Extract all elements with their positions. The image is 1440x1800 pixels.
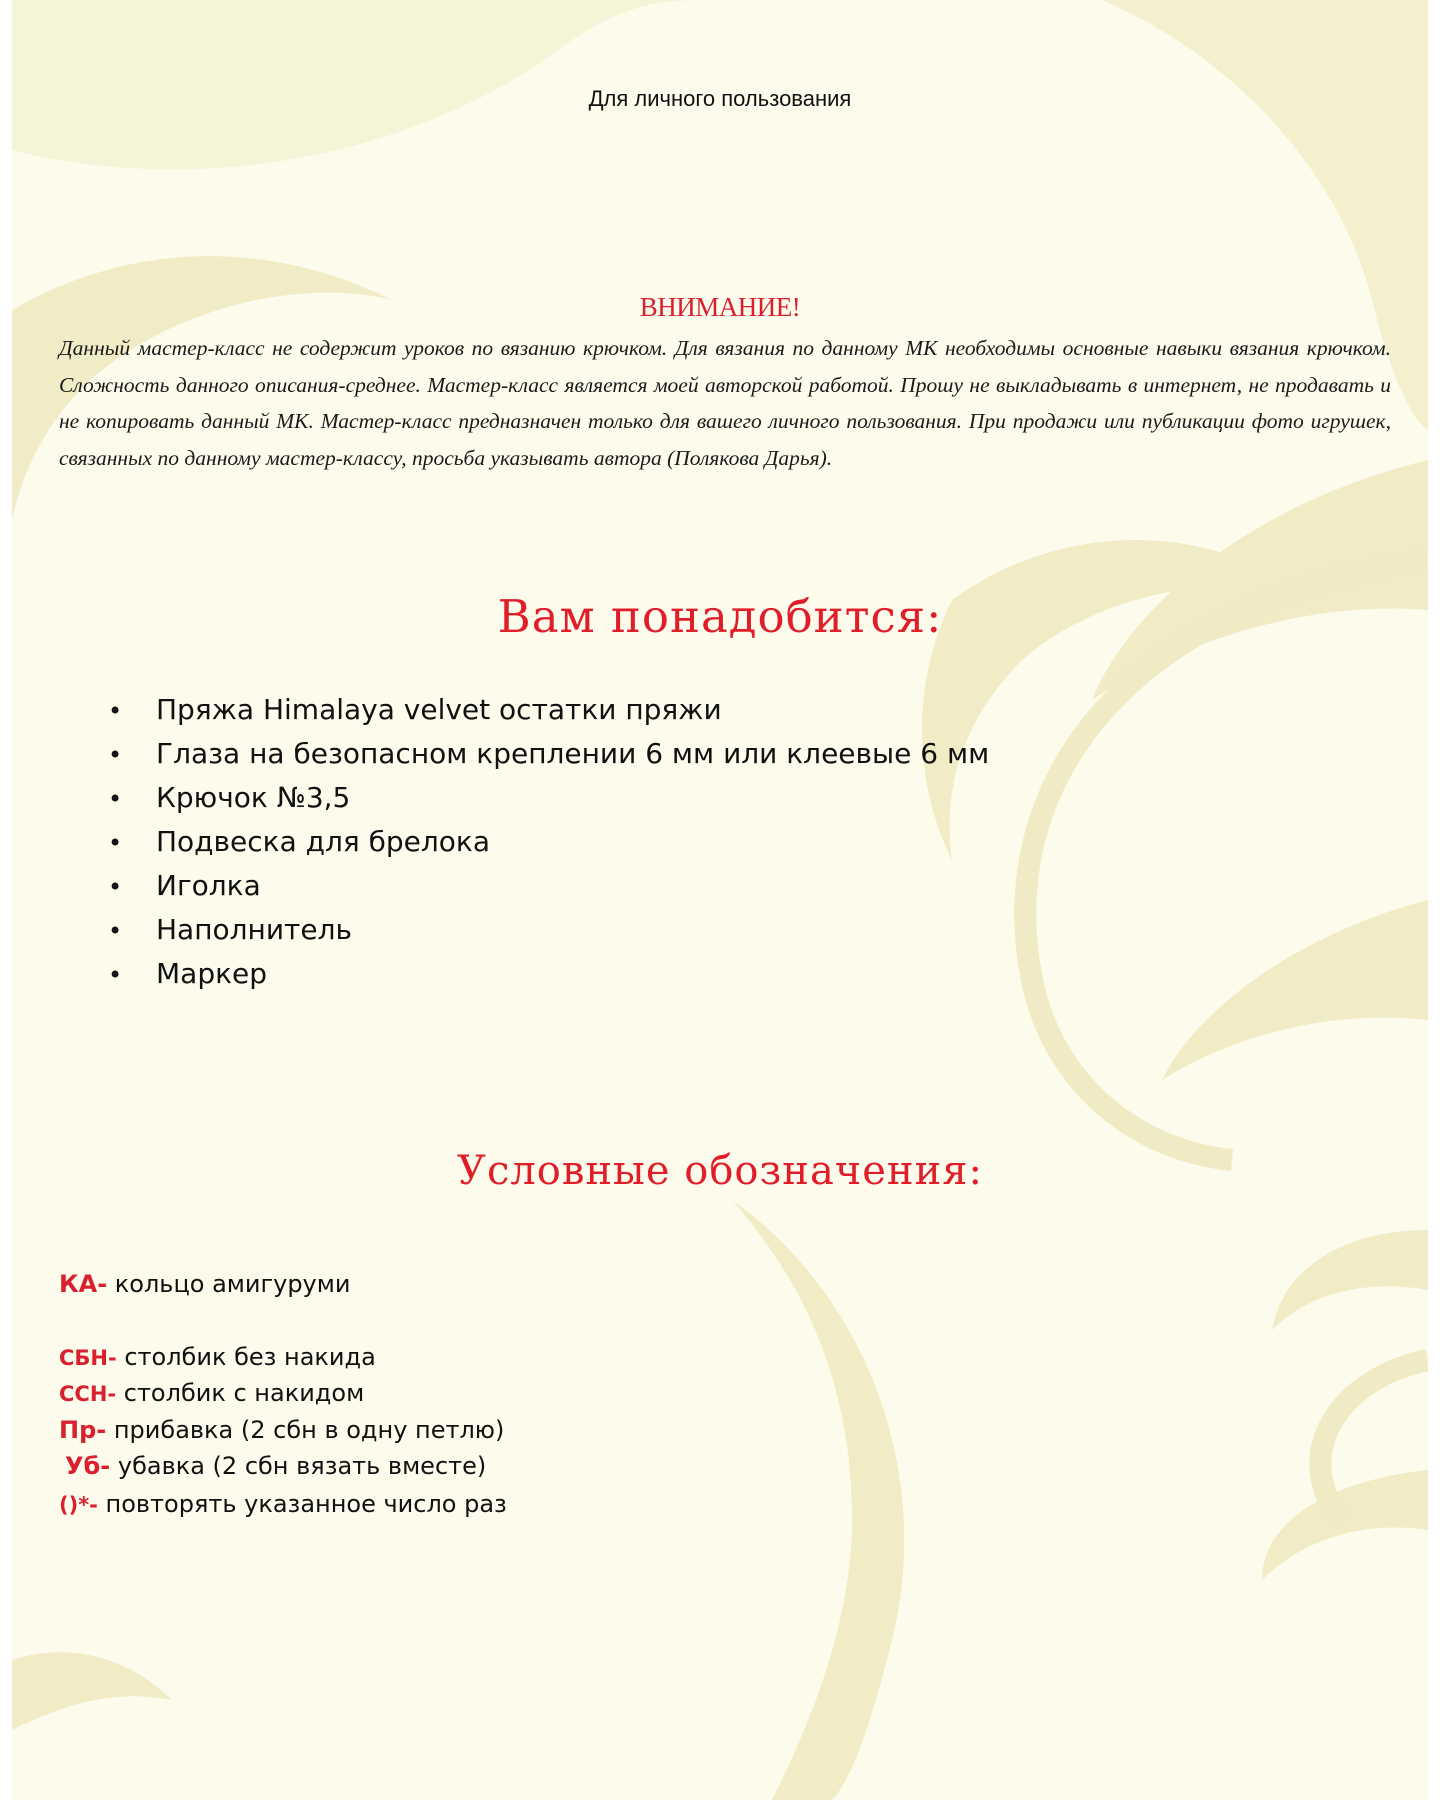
list-item	[108, 952, 989, 996]
bullet-icon: •	[108, 785, 123, 813]
legend-title: Условные обозначения:	[457, 1148, 983, 1194]
legend-text: повторять указанное число раз	[97, 1490, 507, 1518]
legend-abbr: КА-	[59, 1270, 108, 1298]
legend-abbr: СБН-	[59, 1346, 117, 1370]
attention-title: ВНИМАНИЕ!	[639, 292, 801, 322]
attention-paragraph: Данный мастер-класс не содержит уроков по вязанию крючком. Для вязания по данному МК необходимы основные навыки вязания крючком. Сложность данного описания-среднее. Мастер-класс является моей авторской работой. Прошу не выкладывать в интернет, не продавать и не копировать данный МК. Мастер-класс предназначен только для вашего личного пользования. При продажи или публикации фото игрушек, связанных по данному мастер-классу, просьба указывать автора (Полякова Дарья).	[59, 336, 1391, 470]
list-item-text: Маркер	[156, 957, 268, 990]
bullet-icon: •	[108, 961, 123, 989]
list-item	[108, 820, 989, 864]
legend-text: прибавка (2 сбн в одну петлю)	[106, 1416, 505, 1444]
legend-abbr: Пр-	[59, 1416, 107, 1444]
legend-abbr: ССН-	[59, 1382, 117, 1406]
list-item	[108, 908, 989, 952]
legend-item	[59, 1379, 364, 1407]
bullet-icon: •	[108, 829, 123, 857]
list-item-text: Наполнитель	[156, 913, 352, 946]
list-item-text: Подвеска для брелока	[156, 825, 491, 858]
legend-item	[59, 1490, 507, 1518]
bullet-icon: •	[108, 697, 123, 725]
list-item-text: Глаза на безопасном креплении 6 мм или клеевые 6 мм	[156, 737, 990, 770]
legend-text: убавка (2 сбн вязать вместе)	[110, 1452, 487, 1480]
list-item-text: Иголка	[156, 869, 261, 902]
bullet-icon: •	[108, 873, 123, 901]
legend-abbr: Уб-	[65, 1452, 111, 1480]
legend-item	[59, 1270, 350, 1298]
legend-item	[59, 1343, 376, 1371]
materials-list	[108, 688, 989, 996]
legend-abbr: ()*-	[59, 1493, 98, 1517]
header-note: Для личного пользования	[588, 86, 852, 111]
bullet-icon: •	[108, 917, 123, 945]
legend-text: столбик без накида	[116, 1343, 376, 1371]
list-item	[108, 732, 989, 776]
legend-item	[59, 1416, 504, 1444]
list-item	[108, 864, 989, 908]
list-item	[108, 688, 989, 732]
materials-title: Вам понадобится:	[497, 590, 943, 643]
bullet-icon: •	[108, 741, 123, 769]
list-item-text: Крючок №3,5	[156, 781, 351, 814]
legend-item	[65, 1452, 486, 1480]
legend-text: столбик с накидом	[116, 1379, 365, 1407]
document-page	[12, 0, 1428, 1800]
list-item	[108, 776, 989, 820]
legend-text: кольцо амигуруми	[107, 1270, 351, 1298]
list-item-text: Пряжа Himalaya velvet остатки пряжи	[156, 693, 722, 726]
